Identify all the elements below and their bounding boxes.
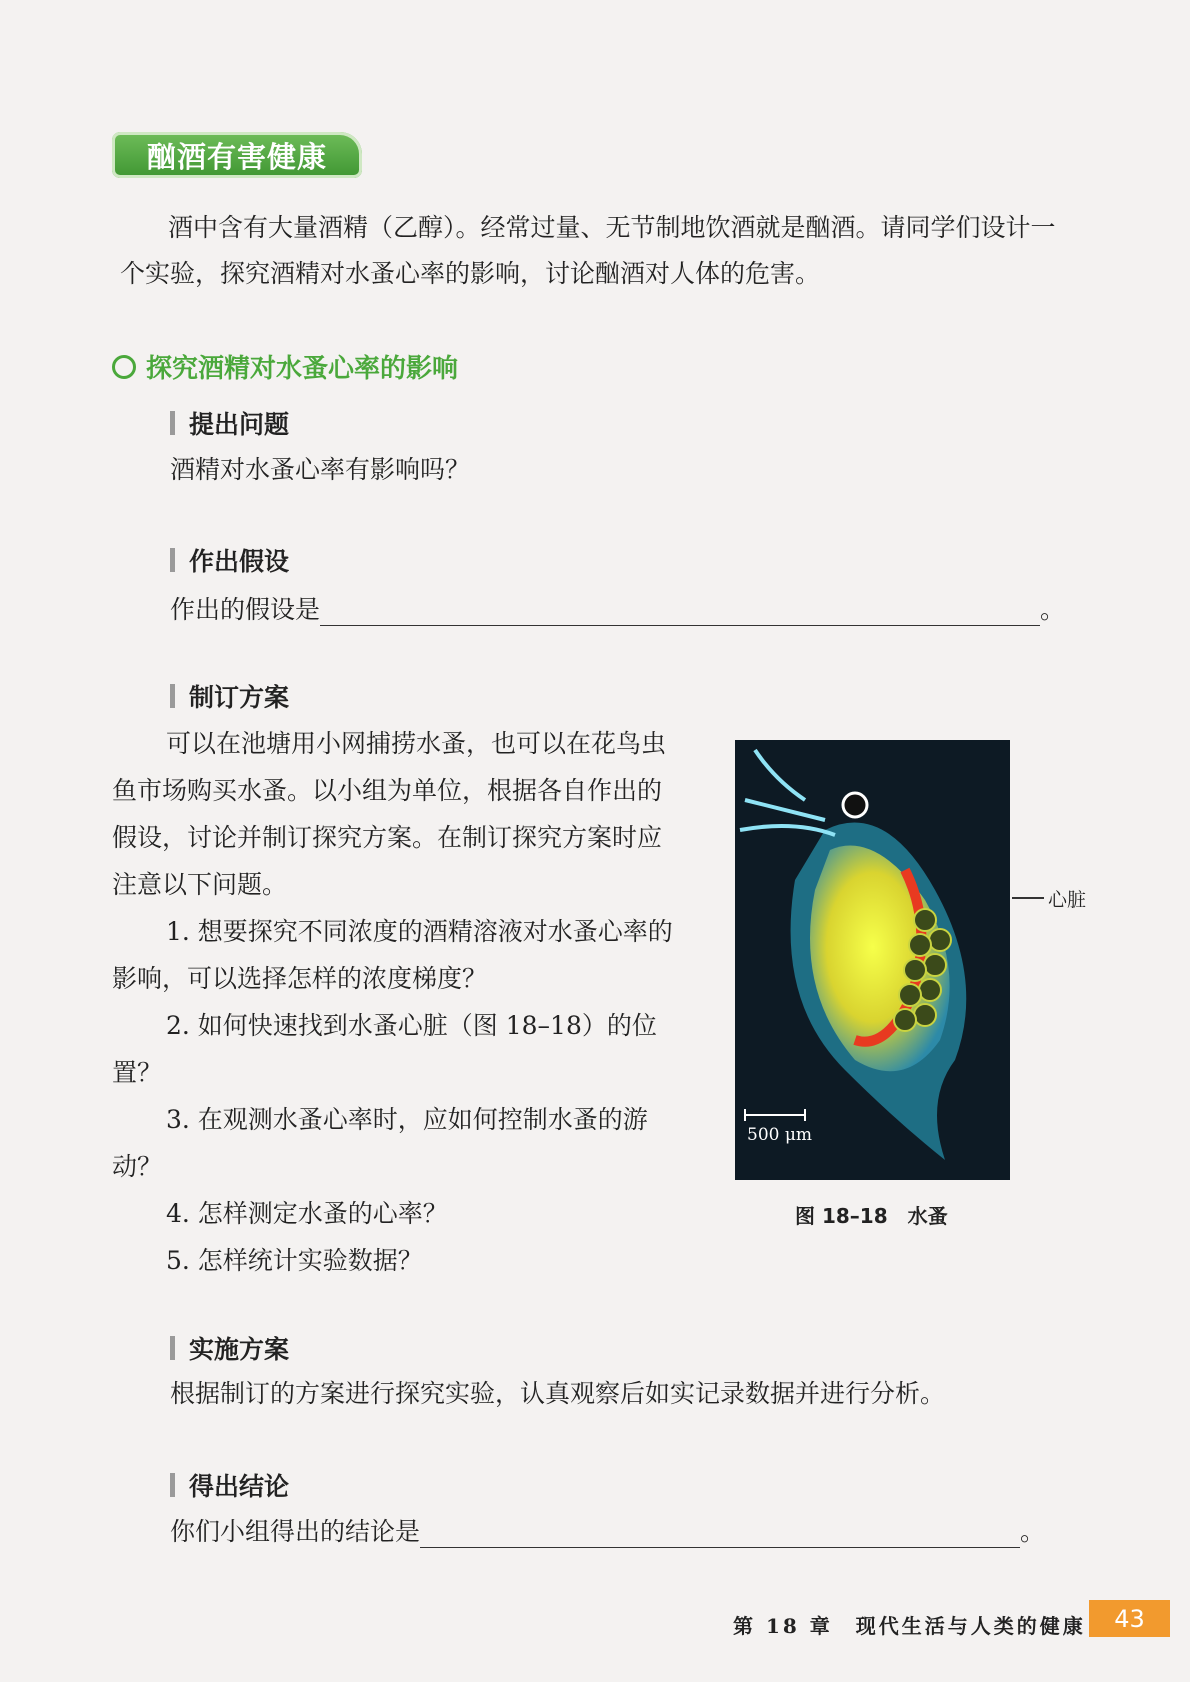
step-implement-heading (170, 1330, 289, 1366)
step-implement-label: 实施方案 (189, 1335, 290, 1364)
step-conclusion-label: 得出结论 (189, 1472, 290, 1501)
plan-question-2: 2. 如何快速找到水蚤心脏（图 18–18）的位置？ (112, 1011, 657, 1087)
plan-question-4: 4. 怎样测定水蚤的心率？ (166, 1199, 448, 1228)
conclusion-end: 。 (1020, 1517, 1046, 1546)
step-plan-heading (170, 678, 289, 714)
hypothesis-line (170, 590, 1070, 626)
daphnia-photo (735, 740, 1010, 1180)
step-plan-label: 制订方案 (189, 683, 290, 712)
bar-marker-icon (170, 548, 175, 572)
step-question-label: 提出问题 (189, 410, 290, 439)
heart-label: 心脏 (1048, 889, 1087, 911)
step-conclusion-heading (170, 1467, 289, 1503)
page-number: 43 (1089, 1600, 1170, 1637)
conclusion-prefix: 你们小组得出的结论是 (170, 1517, 421, 1546)
circle-bullet-icon (112, 355, 136, 379)
intro-paragraph: 酒中含有大量酒精（乙醇）。经常过量、无节制地饮酒就是酗酒。请同学们设计一个实验，探究酒精对水蚤心率的影响，讨论酗酒对人体的危害。 (120, 213, 1056, 288)
plan-question-1: 1. 想要探究不同浓度的酒精溶液对水蚤心率的影响，可以选择怎样的浓度梯度？ (112, 917, 673, 993)
hypothesis-prefix: 作出的假设是 (170, 595, 321, 624)
conclusion-blank[interactable] (420, 1523, 1020, 1548)
figure-caption: 图 18–18 水蚤 (795, 1204, 948, 1228)
plan-question-5: 5. 怎样统计实验数据？ (166, 1246, 423, 1275)
chapter-footer: 第 18 章 现代生活与人类的健康 (733, 1614, 1086, 1638)
plan-question-3: 3. 在观测水蚤心率时，应如何控制水蚤的游动？ (112, 1105, 648, 1181)
implement-text: 根据制订的方案进行探究实验，认真观察后如实记录数据并进行分析。 (170, 1379, 946, 1408)
step-hypothesis-heading (170, 542, 289, 578)
conclusion-line (170, 1512, 1070, 1548)
bar-marker-icon (170, 1336, 175, 1360)
activity-title (112, 348, 458, 385)
step-question-text: 酒精对水蚤心率有影响吗？ (170, 455, 471, 484)
heart-pointer-line (1012, 897, 1044, 899)
bar-marker-icon (170, 684, 175, 708)
hypothesis-end: 。 (1040, 595, 1066, 624)
hypothesis-blank[interactable] (320, 601, 1040, 626)
bar-marker-icon (170, 1473, 175, 1497)
activity-title-text: 探究酒精对水蚤心率的影响 (146, 354, 459, 384)
step-question-heading (170, 405, 289, 441)
section-title: 酗酒有害健康 (112, 132, 362, 178)
bar-marker-icon (170, 411, 175, 435)
plan-body (112, 720, 682, 1284)
daphnia-illustration (735, 740, 1010, 1180)
scale-bar-label: 500 μm (747, 1125, 813, 1145)
plan-intro: 可以在池塘用小网捕捞水蚤，也可以在花鸟虫鱼市场购买水蚤。以小组为单位，根据各自作出的假设，讨论并制订探究方案。在制订探究方案时应注意以下问题。 (112, 729, 667, 899)
step-hypothesis-label: 作出假设 (189, 547, 290, 576)
